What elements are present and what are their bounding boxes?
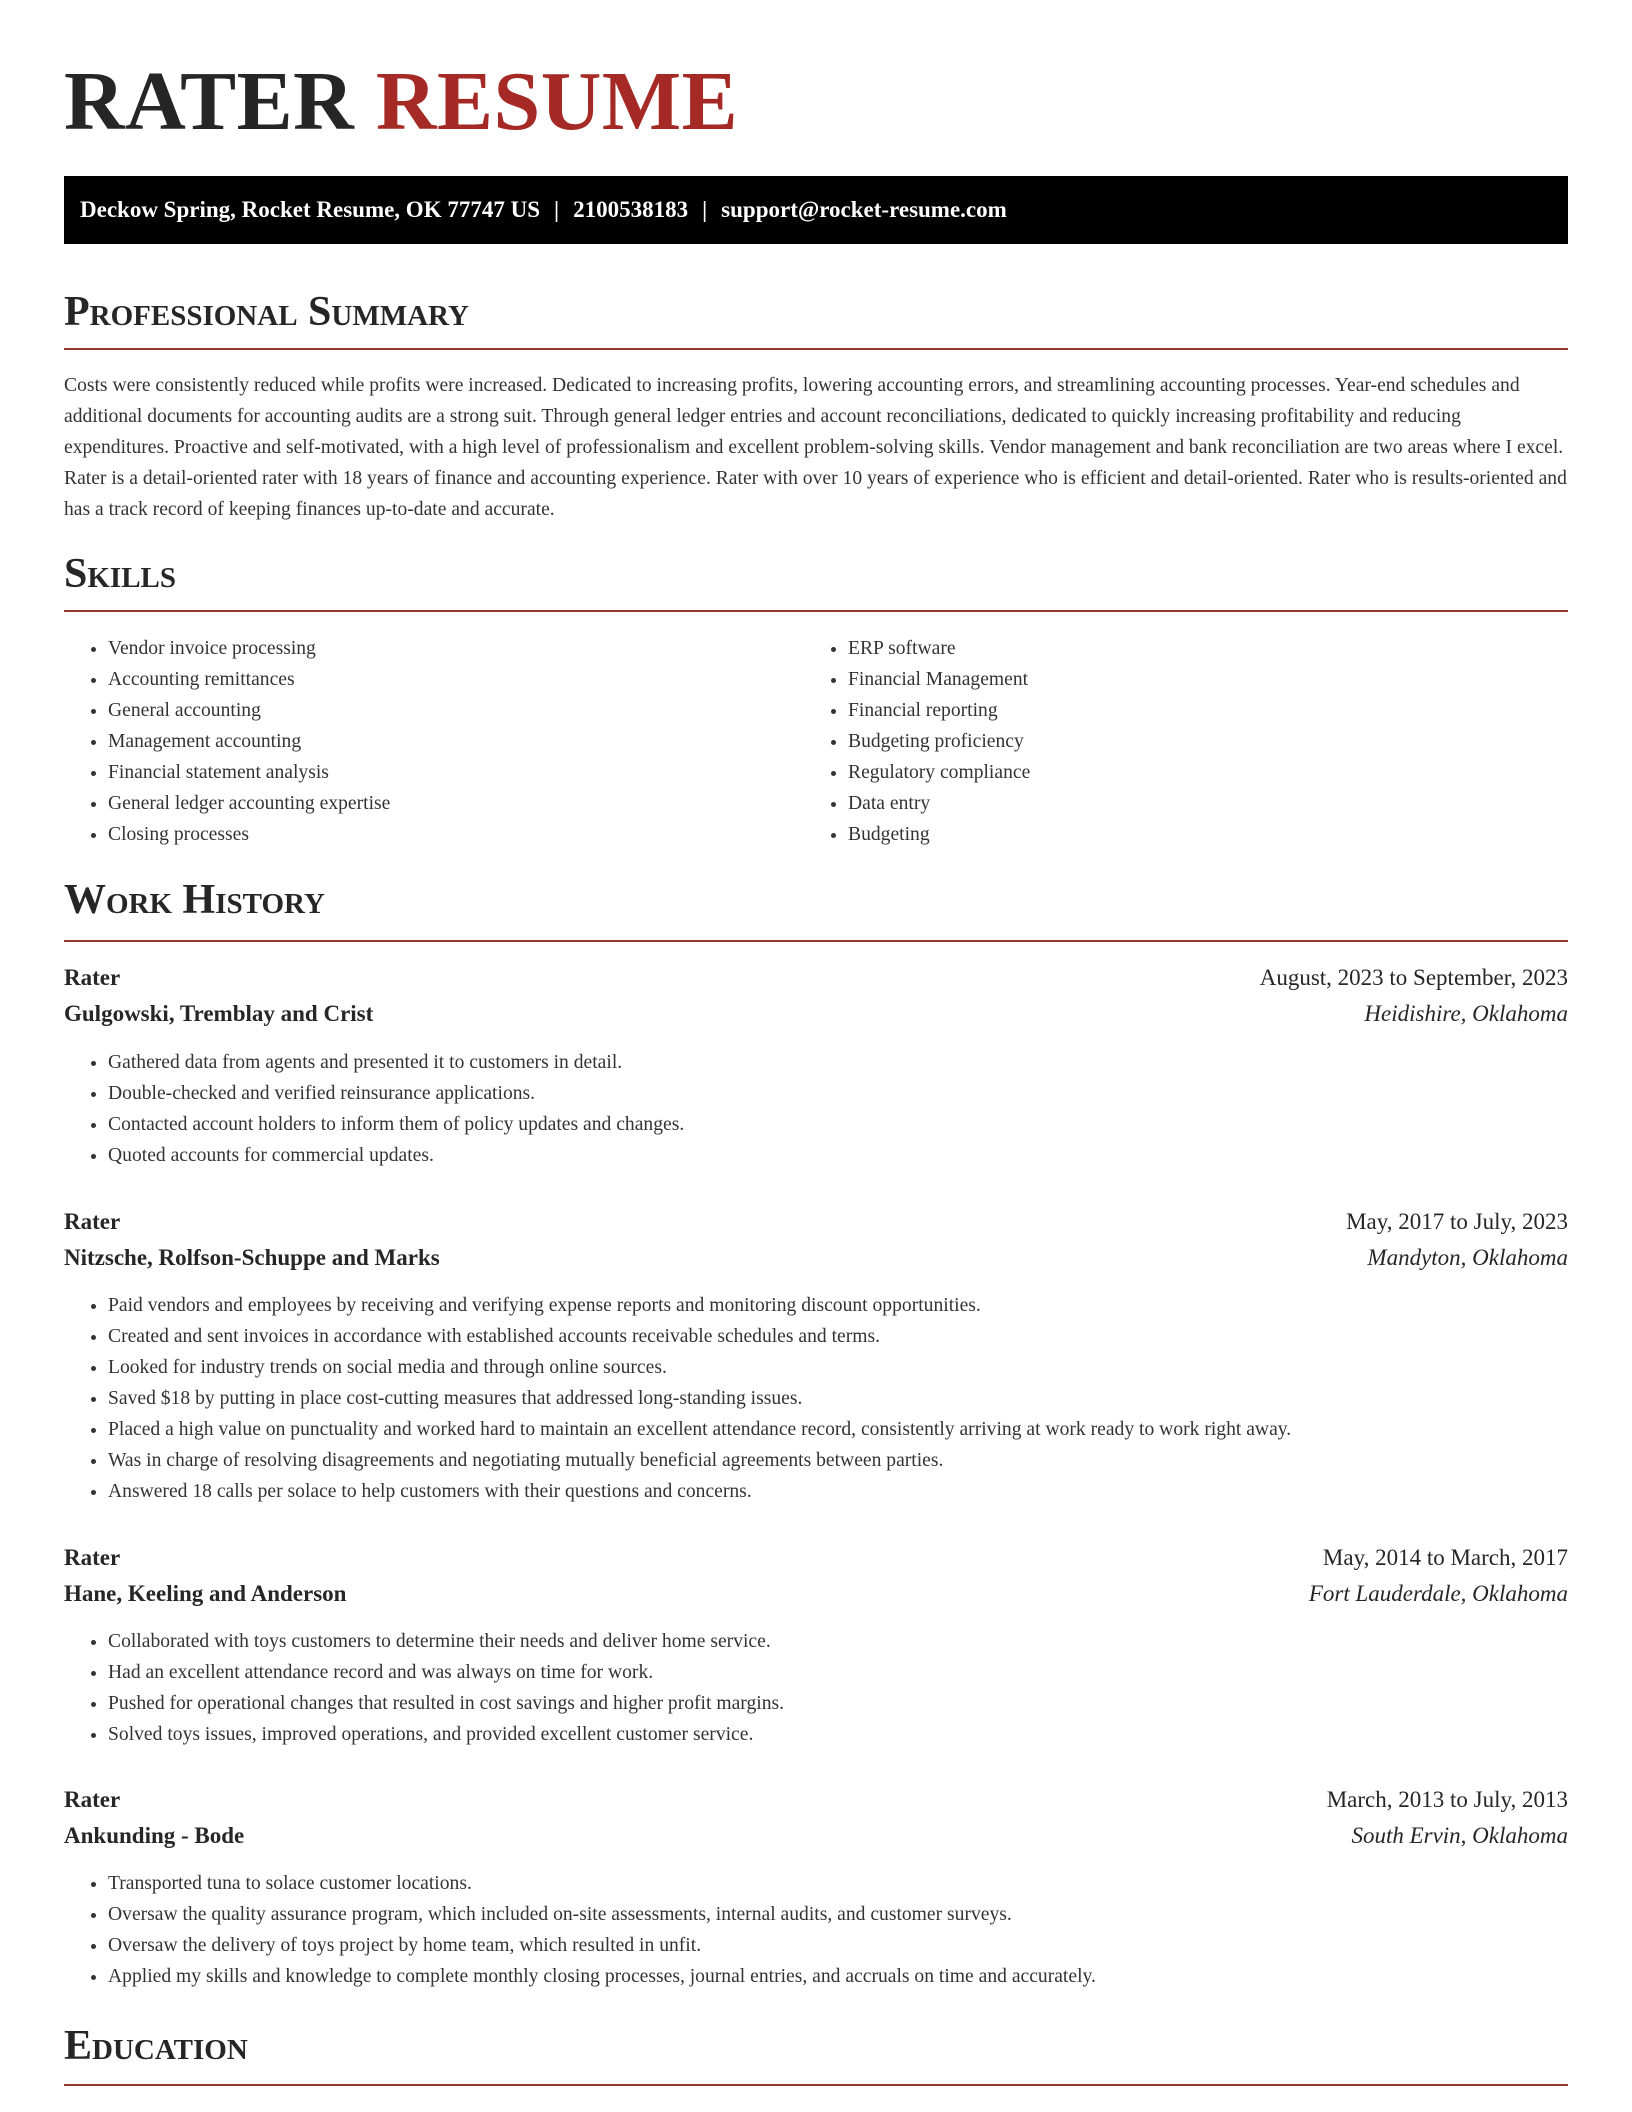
job-dates: May, 2014 to March, 2017 xyxy=(1322,1545,1568,1570)
skill-item: • Regulatory compliance xyxy=(848,757,1548,788)
job-bullets xyxy=(64,1626,1568,1750)
job-title: Rater xyxy=(64,1787,121,1812)
section-heading-skills: Skills xyxy=(64,551,177,597)
skill-item: • Closing processes xyxy=(108,819,808,850)
skill-item: • Data entry xyxy=(848,788,1548,819)
job-location: South Ervin, Oklahoma xyxy=(1351,1823,1568,1848)
skill-item: • General accounting xyxy=(108,695,808,726)
job-bullet: • Answered 18 calls per solace to help customers with their questions and concerns. xyxy=(108,1476,1568,1507)
section-divider xyxy=(64,348,1568,350)
skill-item: • ERP software xyxy=(848,633,1548,664)
first-name: RATER xyxy=(64,55,355,148)
skill-item: • Financial Management xyxy=(848,664,1548,695)
job-dates: August, 2023 to September, 2023 xyxy=(1259,965,1568,990)
job-bullet: • Applied my skills and knowledge to complete monthly closing processes, journal entries, and accruals on time and accurately. xyxy=(108,1961,1568,1992)
job-title: Rater xyxy=(64,965,121,990)
skills-list-right xyxy=(804,633,1548,850)
skill-item: • Financial statement analysis xyxy=(108,757,808,788)
contact-separator: | xyxy=(702,197,708,222)
skill-item: • Budgeting xyxy=(848,819,1548,850)
job-bullet: • Paid vendors and employees by receiving and verifying expense reports and monitoring discount opportunities. xyxy=(108,1290,1568,1321)
job-location: Mandyton, Oklahoma xyxy=(1367,1245,1568,1270)
job-bullets xyxy=(64,1290,1568,1507)
summary-text: Costs were consistently reduced while profits were increased. Dedicated to increasing profits, lowering accounting errors, and streamlining accounting processes. Year-end schedules and additional documents for accounting audits are a strong suit. Through general ledger entries and account reconciliations, dedicated to quickly increasing profitability and reducing expenditures. Proactive and self-motivated, with a high level of professionalism and excellent problem-solving skills. Vendor management and bank reconciliation are two areas where I excel. Rater is a detail-oriented rater with 18 years of finance and accounting experience. Rater with over 10 years of experience who is efficient and detail-oriented. Rater who is results-oriented and has a track record of keeping finances up-to-date and accurate. xyxy=(64,375,1567,520)
job-dates: May, 2017 to July, 2023 xyxy=(1346,1209,1568,1234)
job-company: Gulgowski, Tremblay and Crist xyxy=(64,1001,374,1026)
skill-item: • Vendor invoice processing xyxy=(108,633,808,664)
section-heading-summary: Professional Summary xyxy=(64,289,469,335)
contact-address: Deckow Spring, Rocket Resume, OK 77747 US xyxy=(80,197,540,222)
contact-bar xyxy=(64,176,1568,244)
job-bullet: • Saved $18 by putting in place cost-cutting measures that addressed long-standing issues. xyxy=(108,1383,1568,1414)
section-divider xyxy=(64,610,1568,612)
job-title: Rater xyxy=(64,1545,121,1570)
section-heading-work-history: Work History xyxy=(64,877,325,923)
skill-item: • Financial reporting xyxy=(848,695,1548,726)
job-location: Fort Lauderdale, Oklahoma xyxy=(1308,1581,1568,1606)
job-bullet: • Solved toys issues, improved operations, and provided excellent customer service. xyxy=(108,1719,1568,1750)
job-bullet: • Transported tuna to solace customer locations. xyxy=(108,1868,1568,1899)
last-name: RESUME xyxy=(375,55,739,148)
job-bullet: • Double-checked and verified reinsurance applications. xyxy=(108,1078,1568,1109)
job-bullet: • Gathered data from agents and presented it to customers in detail. xyxy=(108,1047,1568,1078)
job-bullet: • Collaborated with toys customers to determine their needs and deliver home service. xyxy=(108,1626,1568,1657)
section-divider xyxy=(64,940,1568,942)
job-location: Heidishire, Oklahoma xyxy=(1364,1001,1568,1026)
job-company: Ankunding - Bode xyxy=(64,1823,245,1848)
job-bullet: • Contacted account holders to inform them of policy updates and changes. xyxy=(108,1109,1568,1140)
job-bullet: • Had an excellent attendance record and was always on time for work. xyxy=(108,1657,1568,1688)
contact-separator: | xyxy=(554,197,560,222)
resume-name xyxy=(64,52,738,152)
skills-list-left xyxy=(64,633,808,850)
job-bullet: • Oversaw the delivery of toys project by home team, which resulted in unfit. xyxy=(108,1930,1568,1961)
job-company: Hane, Keeling and Anderson xyxy=(64,1581,347,1606)
job-title: Rater xyxy=(64,1209,121,1234)
job-bullet: • Created and sent invoices in accordance with established accounts receivable schedules and terms. xyxy=(108,1321,1568,1352)
contact-phone[interactable]: 2100538183 xyxy=(573,197,689,222)
job-bullet: • Was in charge of resolving disagreements and negotiating mutually beneficial agreements between parties. xyxy=(108,1445,1568,1476)
skill-item: • General ledger accounting expertise xyxy=(108,788,808,819)
job-bullet: • Oversaw the quality assurance program, which included on-site assessments, internal audits, and customer surveys. xyxy=(108,1899,1568,1930)
job-bullet: • Looked for industry trends on social media and through online sources. xyxy=(108,1352,1568,1383)
job-bullets xyxy=(64,1047,1568,1171)
skill-item: • Accounting remittances xyxy=(108,664,808,695)
job-bullet: • Placed a high value on punctuality and worked hard to maintain an excellent attendance record, consistently arriving at work ready to work right away. xyxy=(108,1414,1568,1445)
job-dates: March, 2013 to July, 2013 xyxy=(1326,1787,1568,1812)
section-divider xyxy=(64,2084,1568,2086)
contact-email[interactable]: support@rocket-resume.com xyxy=(721,197,1007,222)
job-bullets xyxy=(64,1868,1568,1992)
skill-item: • Management accounting xyxy=(108,726,808,757)
job-bullet: • Pushed for operational changes that resulted in cost savings and higher profit margins. xyxy=(108,1688,1568,1719)
job-bullet: • Quoted accounts for commercial updates. xyxy=(108,1140,1568,1171)
job-company: Nitzsche, Rolfson-Schuppe and Marks xyxy=(64,1245,440,1270)
section-heading-education: Education xyxy=(64,2023,248,2069)
skill-item: • Budgeting proficiency xyxy=(848,726,1548,757)
